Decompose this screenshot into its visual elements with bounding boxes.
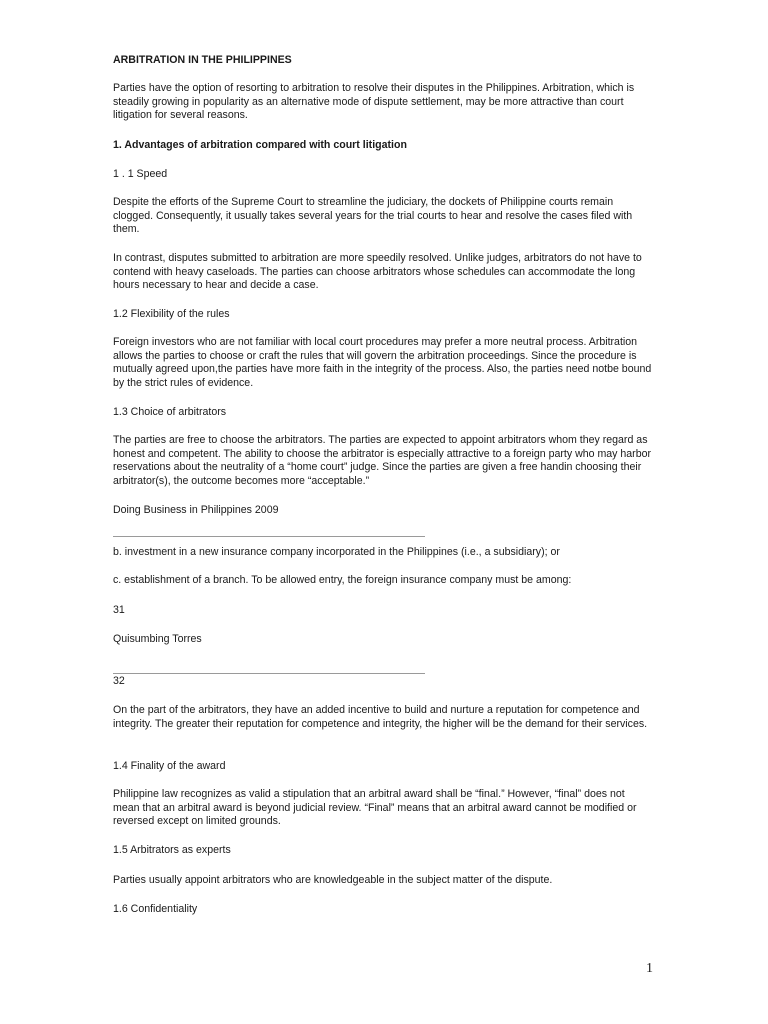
- page-marker-31: 31: [113, 604, 125, 616]
- document-title: ARBITRATION IN THE PHILIPPINES: [113, 54, 292, 66]
- divider-line: [113, 536, 425, 537]
- divider-line: [113, 673, 425, 674]
- subsection-1-3-heading: 1.3 Choice of arbitrators: [113, 406, 227, 418]
- subsection-1-5-heading: 1.5 Arbitrators as experts: [113, 844, 231, 856]
- firm-name: Quisumbing Torres: [113, 633, 202, 645]
- section-1-heading: 1. Advantages of arbitration compared with court litigation: [113, 139, 407, 151]
- choice-paragraph-2: On the part of the arbitrators, they have an added incentive to build and nurture a reputation for competence and integrity. The greater their reputation for competence and integrity, the higher will be the demand for their services.: [113, 704, 648, 730]
- subsection-1-6-heading: 1.6 Confidentiality: [113, 903, 198, 915]
- footer-source: Doing Business in Philippines 2009: [113, 504, 279, 516]
- list-item-b: b. investment in a new insurance company incorporated in the Philippines (i.e., a subsidiary); or: [113, 546, 560, 558]
- subsection-1-4-heading: 1.4 Finality of the award: [113, 760, 226, 772]
- intro-paragraph: Parties have the option of resorting to arbitration to resolve their disputes in the Philippines. Arbitration, which is steadily growing in popularity as an alternative mode of dispute settlement, may be more attractive than court litigation for several reasons.: [113, 82, 635, 122]
- page-number: 1: [646, 961, 653, 976]
- subsection-1-1-heading: 1 . 1 Speed: [113, 168, 168, 180]
- experts-paragraph: Parties usually appoint arbitrators who are knowledgeable in the subject matter of the dispute.: [113, 874, 553, 886]
- speed-paragraph-1: Despite the efforts of the Supreme Court to streamline the judiciary, the dockets of Philippine courts remain clogged. Consequently, it usually takes several years for the trial courts to hear and resolve the cases filed with them.: [113, 196, 633, 236]
- choice-paragraph-1: The parties are free to choose the arbitrators. The parties are expected to appoint arbitrators whom they regard as honest and competent. The ability to choose the arbitrator is especially attractive to a foreign party who may harbor reservations about the neutrality of a “home court” judge. Since the parties are given a free handin choosing their arbitrator(s), the outcome becomes more “acceptable.”: [113, 434, 652, 487]
- list-item-c: c. establishment of a branch. To be allowed entry, the foreign insurance company must be among:: [113, 574, 572, 586]
- page-marker-32: 32: [113, 675, 125, 687]
- speed-paragraph-2: In contrast, disputes submitted to arbitration are more speedily resolved. Unlike judges, arbitrators do not have to contend with heavy caseloads. The parties can choose arbitrators whose schedules can accommodate the long hours necessary to hear and decide a case.: [113, 252, 642, 292]
- flexibility-paragraph: Foreign investors who are not familiar with local court procedures may prefer a more neutral process. Arbitration allows the parties to choose or craft the rules that will govern the arbitration proceedings. Since the procedure is mutually agreed upon,the parties have more faith in the integrity of the process. Also, the parties need notbe bound by the strict rules of evidence.: [113, 336, 652, 389]
- finality-paragraph: Philippine law recognizes as valid a stipulation that an arbitral award shall be “final.” However, “final” does not mean that an arbitral award is beyond judicial review. “Final” means that an arbitral award cannot be modified or reversed except on limited grounds.: [113, 788, 637, 828]
- subsection-1-2-heading: 1.2 Flexibility of the rules: [113, 308, 230, 320]
